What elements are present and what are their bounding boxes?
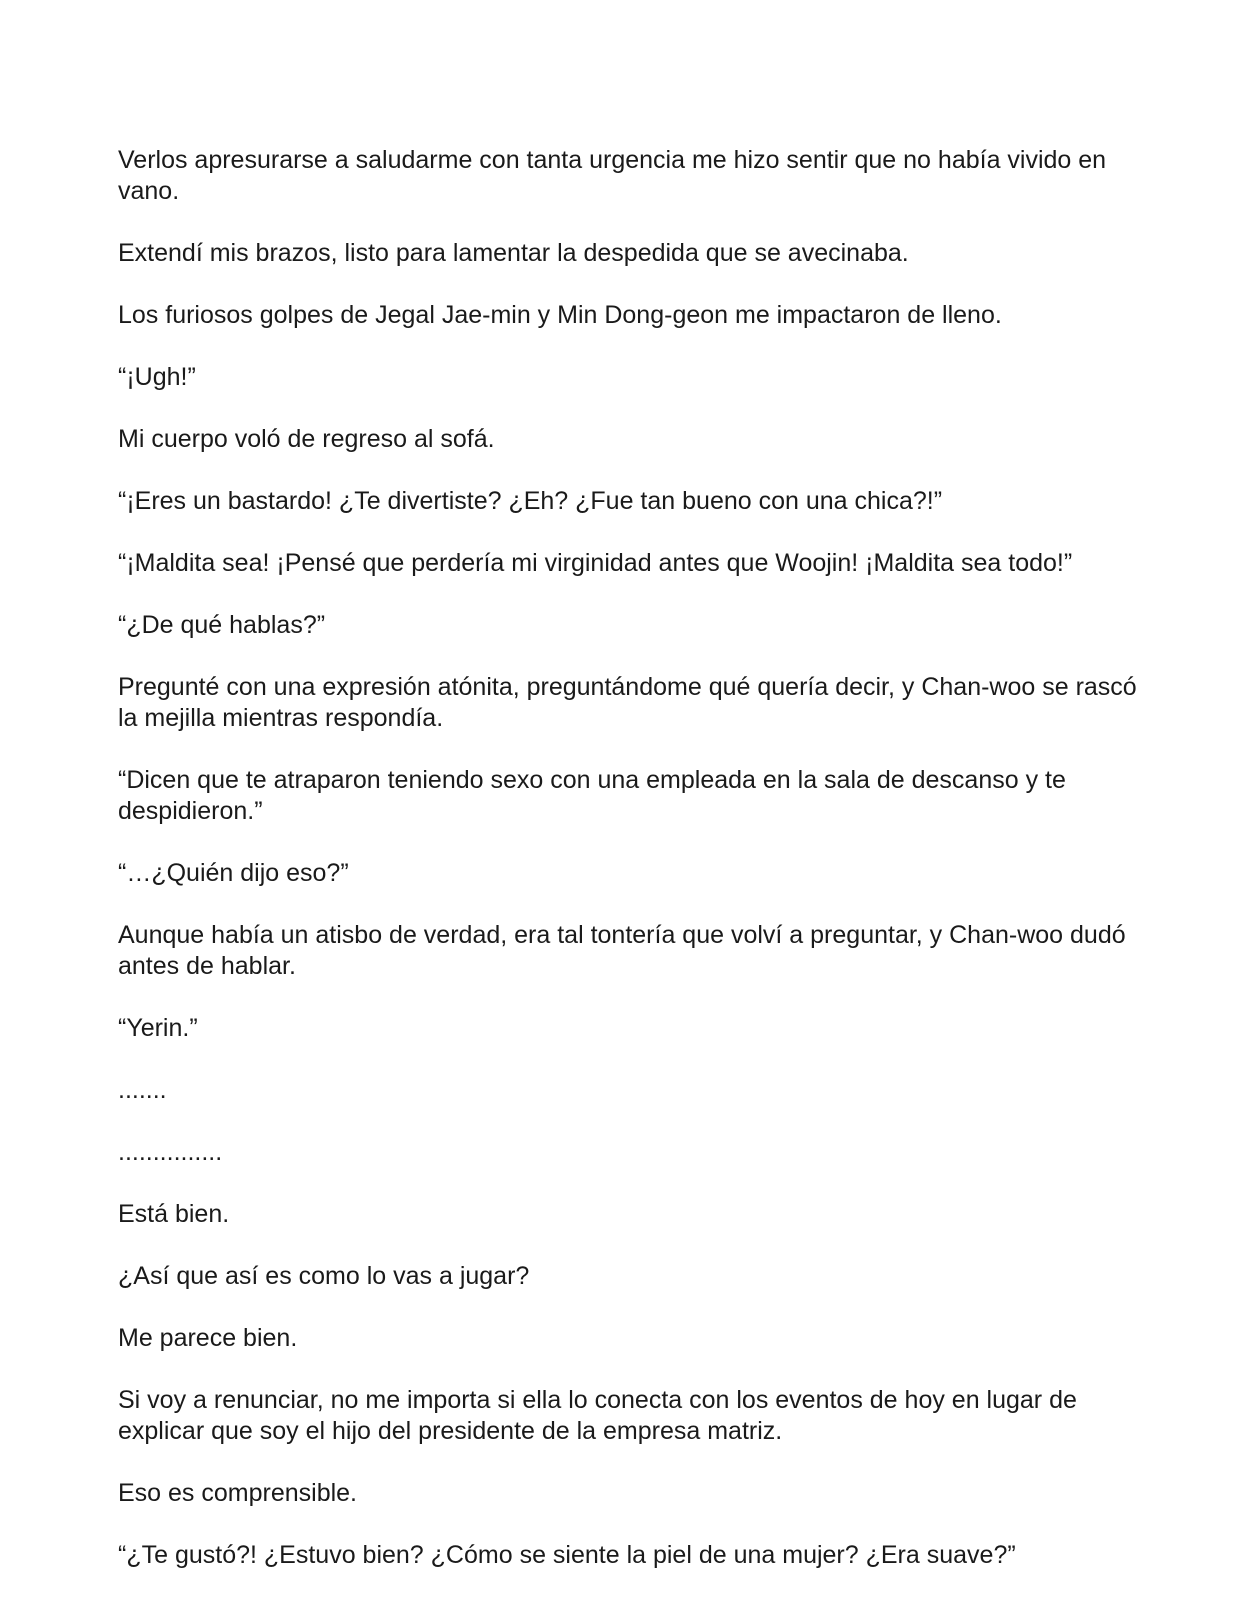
paragraph: Me parece bien. — [118, 1324, 298, 1352]
paragraph: Si voy a renunciar, no me importa si ella lo conecta con los eventos de hoy en lugar de explicar que soy el hijo del presidente de la empresa matriz. — [118, 1386, 1077, 1445]
paragraph: “¡Maldita sea! ¡Pensé que perdería mi virginidad antes que Woojin! ¡Maldita sea todo!” — [118, 549, 1073, 577]
paragraph: Los furiosos golpes de Jegal Jae-min y Min Dong-geon me impactaron de lleno. — [118, 301, 1002, 329]
paragraph: Mi cuerpo voló de regreso al sofá. — [118, 425, 495, 453]
paragraph: “¿De qué hablas?” — [118, 611, 326, 639]
paragraph: “Yerin.” — [118, 1014, 198, 1042]
paragraph: Pregunté con una expresión atónita, preguntándome qué quería decir, y Chan-woo se rascó la mejilla mientras respondía. — [118, 673, 1137, 732]
paragraph: “…¿Quién dijo eso?” — [118, 859, 349, 887]
paragraph: Extendí mis brazos, listo para lamentar la despedida que se avecinaba. — [118, 239, 909, 267]
paragraph: Verlos apresurarse a saludarme con tanta urgencia me hizo sentir que no había vivido en vano. — [118, 146, 1107, 205]
paragraph: Está bien. — [118, 1200, 230, 1228]
paragraph: ............... — [118, 1138, 223, 1166]
paragraph: “¡Ugh!” — [118, 363, 196, 391]
paragraph: Eso es comprensible. — [118, 1479, 358, 1507]
paragraph: “¿Te gustó?! ¿Estuvo bien? ¿Cómo se siente la piel de una mujer? ¿Era suave?” — [118, 1541, 1016, 1569]
paragraph: “Dicen que te atraparon teniendo sexo con una empleada en la sala de descanso y te despidieron.” — [118, 766, 1066, 825]
paragraph: ¿Así que así es como lo vas a jugar? — [118, 1262, 530, 1290]
paragraph: “¡Eres un bastardo! ¿Te divertiste? ¿Eh? ¿Fue tan bueno con una chica?!” — [118, 487, 943, 515]
paragraph: ....... — [118, 1076, 167, 1104]
paragraph: Aunque había un atisbo de verdad, era tal tontería que volví a preguntar, y Chan-woo dudó antes de hablar. — [118, 921, 1126, 980]
document-page — [118, 145, 1138, 1602]
